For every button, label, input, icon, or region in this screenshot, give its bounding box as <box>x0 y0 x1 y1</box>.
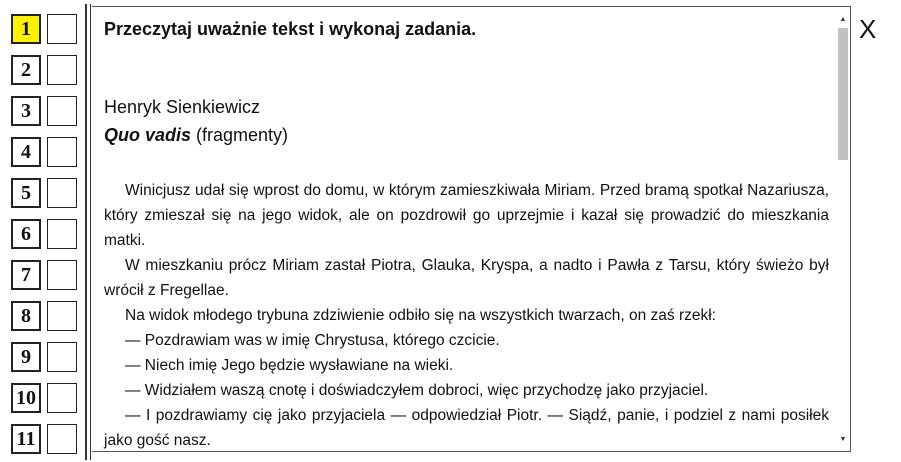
text-paragraph: — Niech imię Jego będzie wysławiane na wieki. <box>125 357 454 374</box>
question-status-box[interactable] <box>47 219 77 249</box>
text-body <box>104 178 829 452</box>
reading-panel <box>92 6 851 452</box>
question-item-7[interactable] <box>11 260 81 290</box>
question-item-8[interactable] <box>11 301 81 331</box>
text-paragraph: Winicjusz udał się wprost do domu, w którym zamieszkiwała Miriam. Przed bramą spotkał Nazariusza, który zmieszał się na jego widok, ale on pozdrowił go uprzejmie i kazał się prowadzić do mieszkania matki. <box>104 182 829 249</box>
question-number[interactable]: 8 <box>11 301 41 331</box>
question-status-box[interactable] <box>47 178 77 208</box>
question-item-6[interactable] <box>11 219 81 249</box>
question-status-box[interactable] <box>47 260 77 290</box>
question-number[interactable]: 4 <box>11 137 41 167</box>
question-number[interactable]: 10 <box>11 383 41 413</box>
question-number[interactable]: 2 <box>11 55 41 85</box>
text-author: Henryk Sienkiewicz <box>104 97 261 117</box>
question-status-box[interactable] <box>47 96 77 126</box>
question-item-3[interactable] <box>11 96 81 126</box>
task-instruction: Przeczytaj uważnie tekst i wykonaj zadania. <box>104 19 477 39</box>
work-title-suffix: (fragmenty) <box>191 125 289 145</box>
question-status-box[interactable] <box>47 55 77 85</box>
question-item-9[interactable] <box>11 342 81 372</box>
question-item-5[interactable] <box>11 178 81 208</box>
text-title <box>104 125 288 146</box>
question-item-2[interactable] <box>11 55 81 85</box>
question-number[interactable]: 6 <box>11 219 41 249</box>
question-number[interactable]: 5 <box>11 178 41 208</box>
text-paragraph: — Pozdrawiam was w imię Chrystusa, którego czcicie. <box>125 332 500 349</box>
question-status-box[interactable] <box>47 383 77 413</box>
scroll-down-icon[interactable]: ▼ <box>839 436 847 443</box>
question-navigator <box>0 0 84 462</box>
question-item-1[interactable] <box>11 14 81 44</box>
question-number[interactable]: 9 <box>11 342 41 372</box>
question-status-box[interactable] <box>47 14 77 44</box>
panel-divider <box>85 4 91 460</box>
text-paragraph: W mieszkaniu prócz Miriam zastał Piotra, Glauka, Kryspa, a nadto i Pawła z Tarsu, który świeżo był wrócił z Fregellae. <box>104 257 829 299</box>
question-status-box[interactable] <box>47 137 77 167</box>
question-number[interactable]: 3 <box>11 96 41 126</box>
question-number[interactable]: 7 <box>11 260 41 290</box>
question-status-box[interactable] <box>47 301 77 331</box>
text-paragraph: — Widziałem waszą cnotę i doświadczyłem dobroci, więc przychodzę jako przyjaciel. <box>125 382 709 399</box>
question-status-box[interactable] <box>47 342 77 372</box>
text-paragraph: Na widok młodego trybuna zdziwienie odbiło się na wszystkich twarzach, on zaś rzekł: <box>125 307 716 324</box>
question-item-11[interactable] <box>11 424 81 454</box>
text-paragraph: — I pozdrawiamy cię jako przyjaciela — odpowiedział Piotr. — Siądź, panie, i podziel z nami posiłek jako gość nasz. <box>104 407 829 449</box>
question-item-4[interactable] <box>11 137 81 167</box>
question-status-box[interactable] <box>47 424 77 454</box>
scroll-thumb[interactable] <box>838 28 848 160</box>
question-item-10[interactable] <box>11 383 81 413</box>
close-button[interactable]: X <box>859 14 877 44</box>
question-number[interactable]: 1 <box>11 14 41 44</box>
content-scrollbar[interactable] <box>836 14 850 446</box>
question-number[interactable]: 11 <box>11 424 41 454</box>
work-title: Quo vadis <box>104 125 192 145</box>
scroll-up-icon[interactable]: ▲ <box>839 16 847 23</box>
